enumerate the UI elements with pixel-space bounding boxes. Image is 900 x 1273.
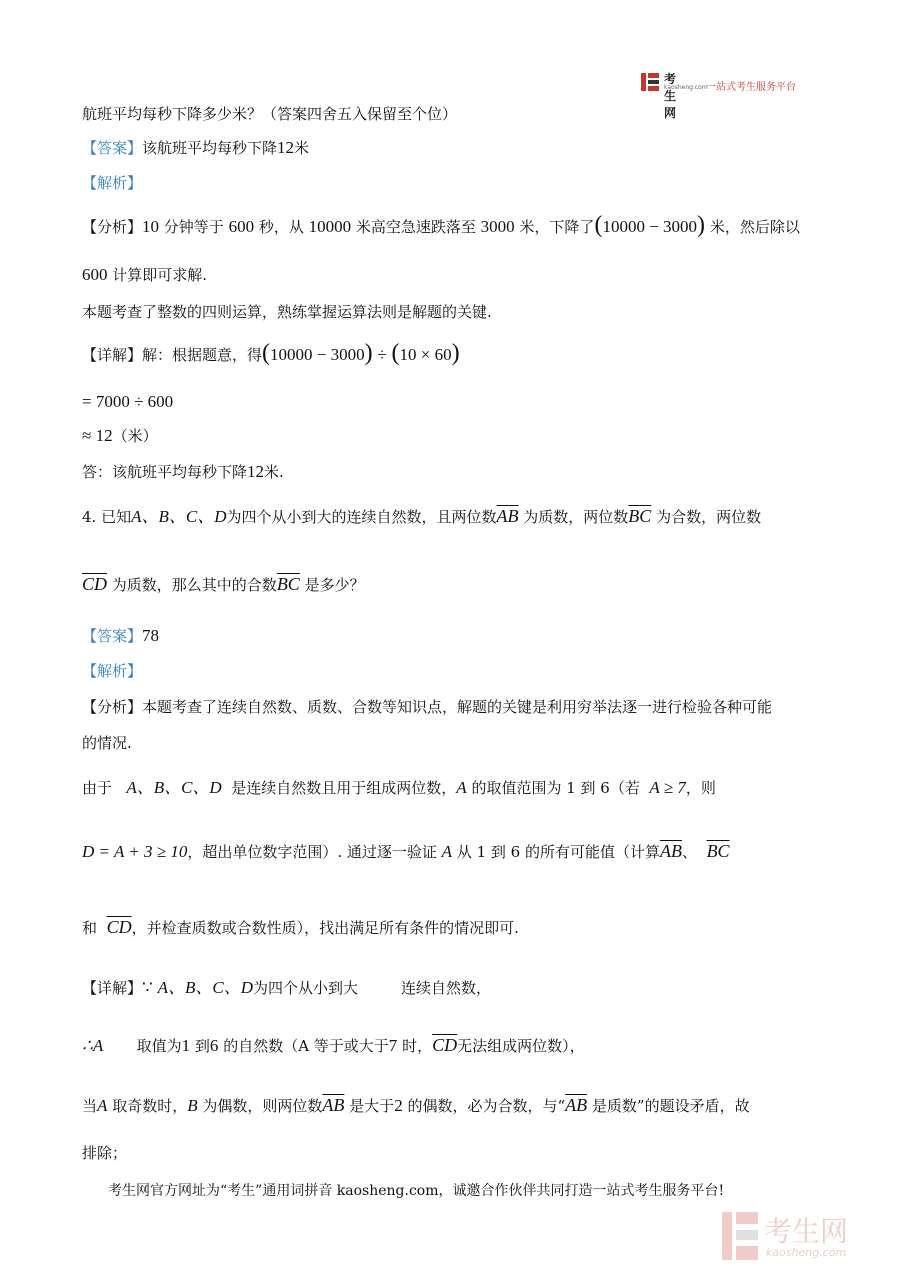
q4-jiexi-tag: 【解析】 [82,662,143,680]
watermark-subtext: kaosheng.com [766,1246,847,1259]
q3-fenxi: 【分析】10 分钟等于 600 秒，从 10000 米高空急速跌落至 3000 米，下降了(10000 − 3000) 米，然后除以 [82,212,800,238]
q4-reason-2: D = A + 3 ≥ 10，超出单位数字范围）. 通过逐一验证 A 从 1 到 6 的所有可能值（计算$\overline{AB}$、 $\overline{BC}$ [82,841,730,861]
q4-fenxi-2: 的情况. [82,734,132,752]
q3-line1: 航班平均每秒下降多少米？（答案四舍五入保留至个位） [82,105,458,123]
q3-fenxi-2: 600 计算即可求解. [82,265,208,284]
q3-jiexi-tag: 【解析】 [82,174,143,192]
q3-step1: = 7000 ÷ 600 [82,392,174,411]
q3-note: 本题考查了整数的四则运算，熟练掌握运算法则是解题的关键. [82,303,492,321]
q3-detail: 【详解】解：根据题意，得(10000 − 3000) ÷ (10 × 60) [82,340,460,366]
answer-tag: 【答案】 [82,139,143,157]
kaosheng-logo-icon [640,72,660,92]
logo-subtext: kaosheng.com [664,84,708,91]
q4-therefore: ∴A 取值为1 到6 的自然数（A 等于或大于7 时，$\overline{CD}$无法组成两位数）， [82,1035,585,1055]
q4-answer: 【答案】78 [82,626,160,645]
q4-detail: 【详解】∵ A、B、C、D为四个从小到大 连续自然数， [82,978,491,997]
watermark [720,1208,890,1264]
logo-text: 考生网 [664,72,677,120]
q4-reason-1: 由于 A、B、C、D 是连续自然数且用于组成两位数，A 的取值范围为 1 到 6（若 A ≥ 7，则 [82,778,716,797]
watermark-logo-icon [720,1210,760,1262]
q4-last: 排除； [82,1144,128,1162]
q4-when: 当A 取奇数时，B 为偶数，则两位数$\overline{AB}$ 是大于2 的偶数，必为合数，与“$\overline{AB}$ 是质数”的题设矛盾，故 [82,1095,750,1115]
watermark-text: 考生网 [764,1215,849,1248]
logo-slogan: 一站式考生服务平台 [706,82,796,93]
q3-step2: ≈ 12（米） [82,426,158,445]
q3-answer: 【答案】该航班平均每秒下降12米 [82,138,310,157]
footer-text: 考生网官方网址为“考生”通用词拼音 kaosheng.com，诚邀合作伙伴共同打造一站式考生服务平台! [108,1183,725,1199]
q3-final: 答：该航班平均每秒下降12米. [82,462,284,481]
q4-reason-3: 和 $\overline{CD}$，并检查质数或合数性质），找出满足所有条件的情况即可. [82,917,519,937]
q4-line2: $\overline{CD}$ 为质数，那么其中的合数$\overline{BC}$ 是多少？ [82,574,365,594]
q4-line1: 4. 已知A、B、C、D为四个从小到大的连续自然数，且两位数$\overline{AB}$ 为质数，两位数$\overline{BC}$ 为合数，两位数 [82,506,762,526]
q4-fenxi-1: 【分析】本题考查了连续自然数、质数、合数等知识点，解题的关键是利用穷举法逐一进行检验各种可能 [82,698,773,716]
